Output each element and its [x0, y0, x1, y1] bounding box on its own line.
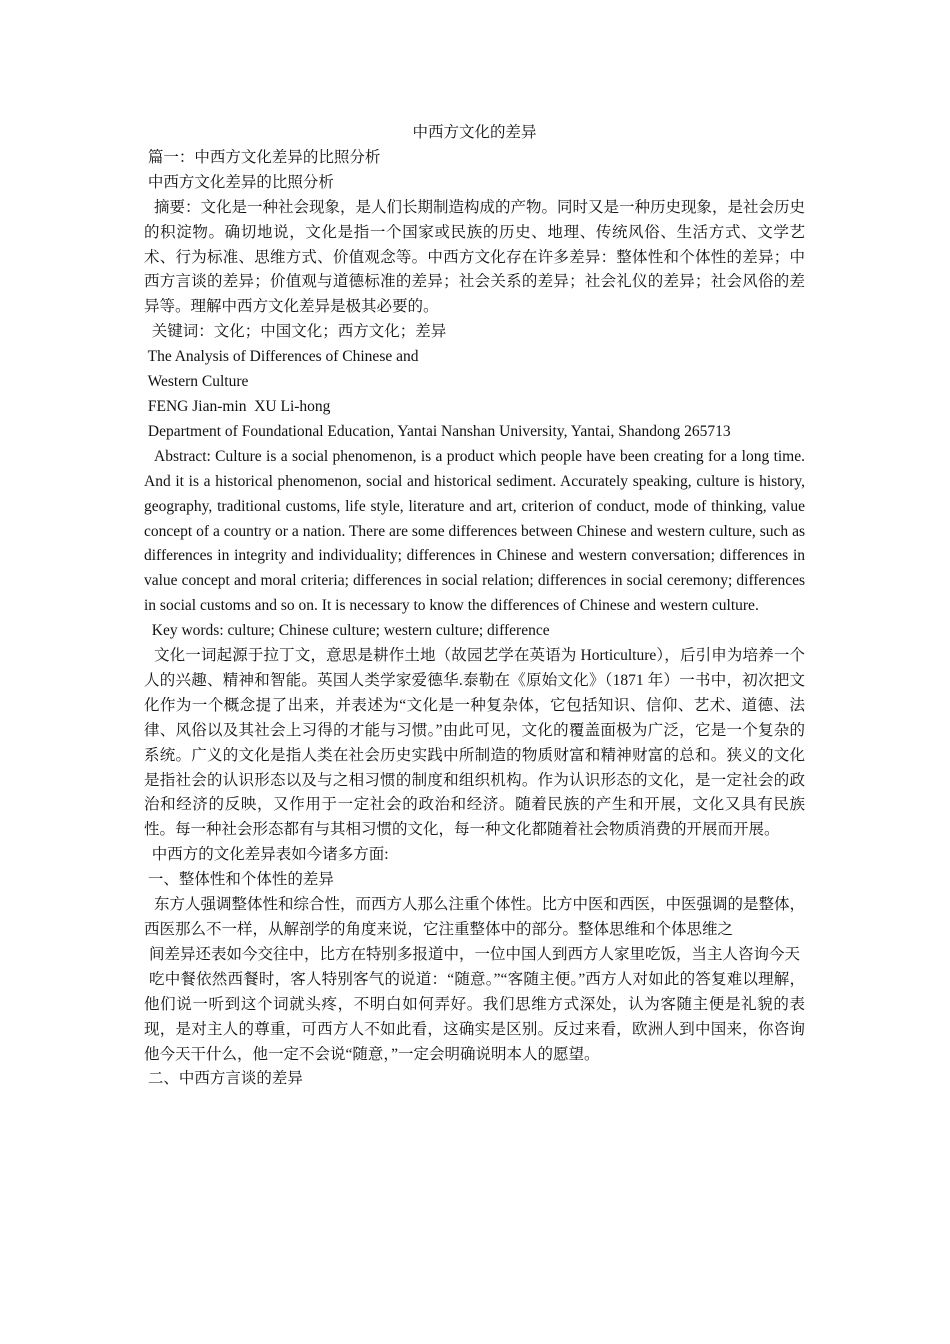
- section-heading-1: 一、整体性和个体性的差异: [144, 871, 334, 889]
- chapter-heading: 篇一：中西方文化差异的比照分析: [144, 148, 381, 166]
- document-page: [144, 121, 805, 1092]
- section-1-paragraph-1: 东方人强调整体性和综合性，而西方人那么注重个体性。比方中医和西医，中医强调的是整体，西医那么不一样，从解剖学的角度来说，它注重整体中的部分。整体思维和个体思维之: [144, 896, 806, 938]
- keywords-chinese: 关键词：文化；中国文化；西方文化；差异: [144, 323, 447, 341]
- keywords-english: Key words: culture; Chinese culture; western culture; difference: [144, 622, 550, 640]
- body-paragraph-culture-definition: 文化一词起源于拉丁文，意思是耕作土地（故园艺学在英语为 Horticulture），后引申为培养一个人的兴趣、精神和智能。英国人类学家爱德华.泰勒在《原始文化》（1871 年）一书中，初次把文化作为一个概念提了出来，并表述为“文化是一种复杂体，它包括知识、信仰、艺术、道德、法律、风俗以及其社会上习得的才能与习惯。”由此可见，文化的覆盖面极为广泛，它是一个复杂的系统。广义的文化是指人类在社会历史实践中所制造的物质财富和精神财富的总和。狭义的文化是指社会的认识形态以及与之相习惯的制度和组织机构。作为认识形态的文化，是一定社会的政治和经济的反映，又作用于一定社会的政治和经济。随着民族的产生和开展，文化又具有民族性。每一种社会形态都有与其相习惯的文化，每一种文化都随着社会物质消费的开展而开展。: [144, 647, 805, 839]
- article-title: 中西方文化差异的比照分析: [144, 173, 334, 191]
- authors: FENG Jian-min XU Li-hong: [144, 397, 331, 415]
- affiliation: Department of Foundational Education, Yantai Nanshan University, Yantai, Shandong 265713: [144, 422, 731, 440]
- document-title: 中西方文化的差异: [412, 124, 537, 141]
- section-1-paragraph-2: 间差异还表如今交往中，比方在特别多报道中，一位中国人到西方人家里吃饭，当主人咨询今天: [149, 945, 801, 963]
- body-intro: 中西方的文化差异表如今诸多方面:: [144, 846, 389, 864]
- english-title-line-1: The Analysis of Differences of Chinese and: [144, 348, 419, 366]
- abstract-english: Abstract: Culture is a social phenomenon, is a product which people have been creating for a long time. And it is a historical phenomenon, social and historical sediment. Accurately speaking, culture is history, geography, traditional customs, life style, literature and art, criterion of conduct, mode of thinking, value concept of a country or a nation. There are some differences between Chinese and western culture, such as differences in integrity and individuality; differences in Chinese and western conversation; differences in value concept and moral criteria; differences in social relation; differences in social ceremony; differences in social customs and so on. It is necessary to know the differences of Chinese and western culture.: [144, 447, 805, 615]
- english-title-line-2: Western Culture: [144, 373, 249, 391]
- section-1-paragraph-3: 吃中餐依然西餐时，客人特别客气的说道：“随意。”“客随主便。”西方人对如此的答复难以理解，他们说一听到这个词就头疼，不明白如何弄好。我们思维方式深处，认为客随主便是礼貌的表现，是对主人的尊重，可西方人不如此看，这确实是区别。反过来看，欧洲人到中国来，你咨询他今天干什么，他一定不会说“随意，”一定会明确说明本人的愿望。: [144, 970, 805, 1063]
- section-heading-2: 二、中西方言谈的差异: [144, 1070, 303, 1088]
- abstract-chinese: 摘要：文化是一种社会现象，是人们长期制造构成的产物。同时又是一种历史现象，是社会历史的积淀物。确切地说，文化是指一个国家或民族的历史、地理、传统风俗、生活方式、文学艺术、行为标准、思维方式、价值观念等。中西方文化存在许多差异：整体性和个体性的差异；中西方言谈的差异；价值观与道德标准的差异；社会关系的差异；社会礼仪的差异；社会风俗的差异等。理解中西方文化差异是极其必要的。: [144, 198, 806, 316]
